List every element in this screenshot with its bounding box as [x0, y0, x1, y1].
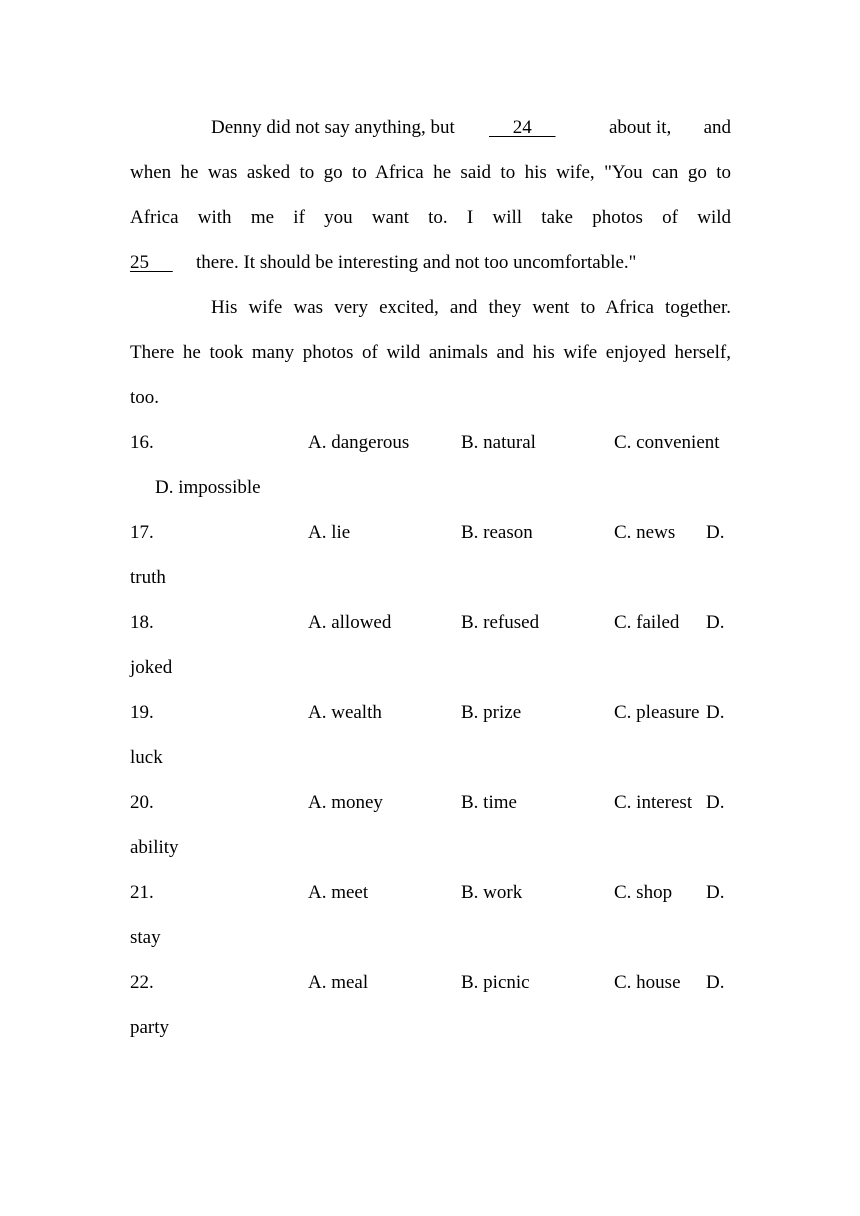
blank-24: 24: [489, 117, 556, 138]
option-c: C. pleasure: [614, 702, 700, 723]
option-a: A. meal: [308, 972, 369, 993]
option-b: B. work: [461, 882, 523, 903]
option-d-label: D.: [706, 972, 725, 993]
option-d-text: truth: [130, 567, 166, 588]
question-number: 19.: [130, 702, 154, 723]
option-a: A. lie: [308, 522, 351, 543]
question-number: 16.: [130, 432, 154, 453]
passage-text: there. It should be interesting and not too uncomfortable.": [196, 252, 637, 273]
option-b: B. refused: [461, 612, 540, 633]
option-c: C. convenient: [614, 432, 720, 453]
option-d-text: luck: [130, 747, 163, 768]
option-a: A. dangerous: [308, 432, 410, 453]
question-number: 17.: [130, 522, 154, 543]
passage-text: and: [703, 117, 731, 138]
option-d-label: D.: [706, 612, 725, 633]
option-d-label: D.: [706, 792, 725, 813]
blank-25: 25: [130, 252, 173, 273]
passage-line: [130, 252, 731, 274]
option-b: B. reason: [461, 522, 533, 543]
option-d-text: party: [130, 1017, 170, 1038]
question-number: 21.: [130, 882, 154, 903]
option-d: D. impossible: [155, 477, 261, 498]
option-c: C. house: [614, 972, 681, 993]
option-a: A. meet: [308, 882, 369, 903]
option-d-text: ability: [130, 837, 179, 858]
option-d-text: joked: [130, 657, 173, 678]
option-a: A. allowed: [308, 612, 392, 633]
question-number: 20.: [130, 792, 154, 813]
option-d-label: D.: [706, 522, 725, 543]
passage-line: His wife was very excited, and they went to Africa together.: [211, 297, 731, 318]
passage-text: Denny did not say anything, but: [211, 117, 455, 138]
option-d-label: D.: [706, 702, 725, 723]
option-c: C. shop: [614, 882, 673, 903]
passage-line: too.: [130, 387, 160, 408]
question-number: 22.: [130, 972, 154, 993]
passage-line: when he was asked to go to Africa he said to his wife, "You can go to: [130, 162, 731, 183]
passage-line: Africa with me if you want to. I will take photos of wild: [130, 207, 731, 228]
option-d-label: D.: [706, 882, 725, 903]
option-b: B. picnic: [461, 972, 530, 993]
option-a: A. wealth: [308, 702, 382, 723]
question-number: 18.: [130, 612, 154, 633]
option-b: B. time: [461, 792, 517, 813]
option-c: C. news: [614, 522, 676, 543]
option-b: B. natural: [461, 432, 536, 453]
option-b: B. prize: [461, 702, 522, 723]
passage-line: There he took many photos of wild animals and his wife enjoyed herself,: [130, 342, 731, 363]
option-d-text: stay: [130, 927, 161, 948]
passage-text: about it,: [609, 117, 672, 138]
option-c: C. failed: [614, 612, 680, 633]
option-c: C. interest: [614, 792, 693, 813]
option-a: A. money: [308, 792, 383, 813]
